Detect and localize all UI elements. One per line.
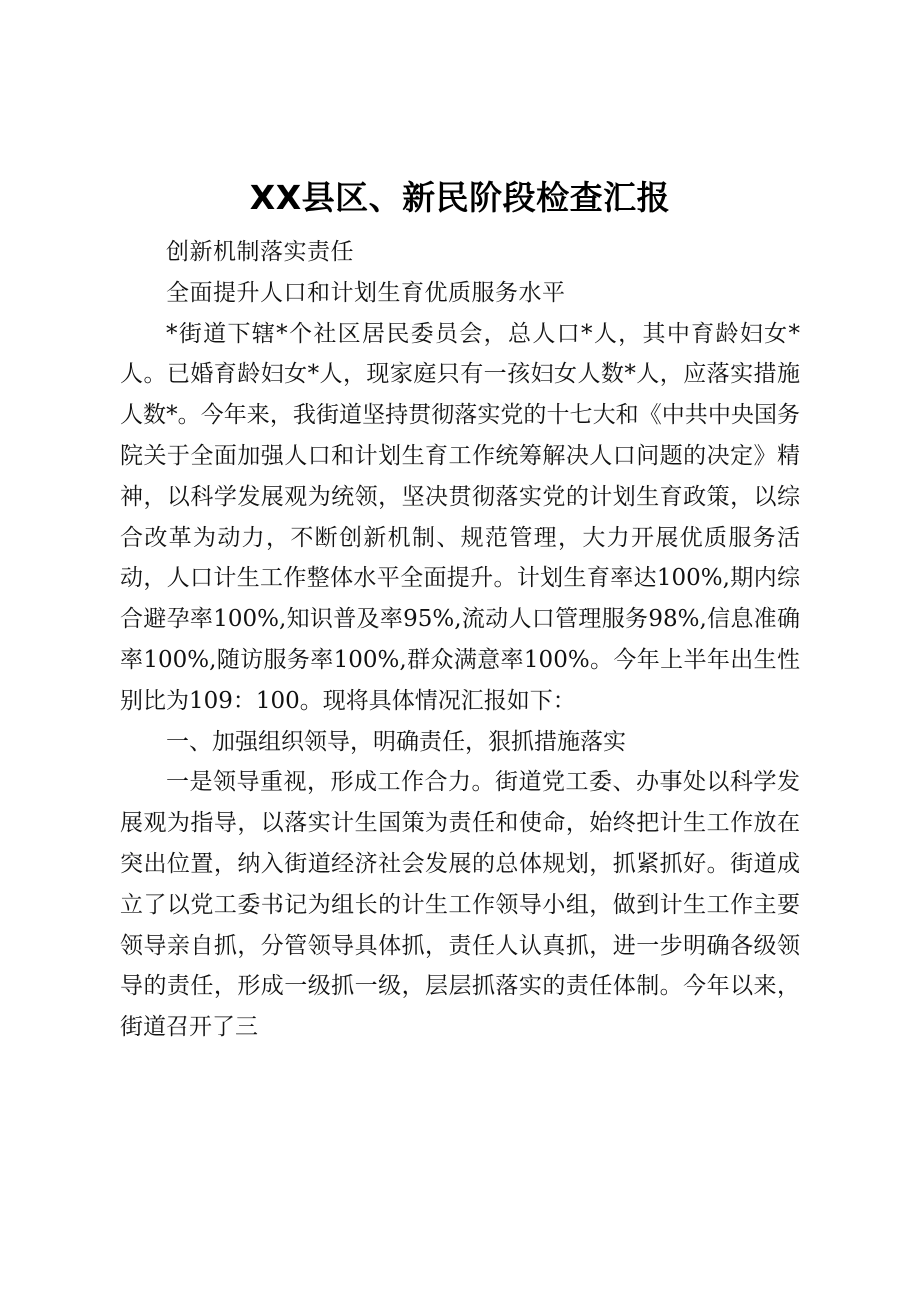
section-heading-one: 一、加强组织领导，明确责任，狠抓措施落实 bbox=[166, 728, 626, 755]
document-body bbox=[120, 232, 800, 1048]
paragraph-overview: *街道下辖*个社区居民委员会，总人口*人，其中育龄妇女*人。已婚育龄妇女*人，现家庭只有一孩妇女人数*人，应落实措施人数*。今年来，我街道坚持贯彻落实党的十七大和《中共中央国务院关于全面加强人口和计划生育工作统筹解决人口问题的决定》精神，以科学发展观为统领，坚决贯彻落实党的计划生育政策，以综合改革为动力，不断创新机制、规范管理，大力开展优质服务活动，人口计生工作整体水平全面提升。计划生育率达100%,期内综合避孕率100%,知识普及率95%,流动人口管理服务98%,信息准确率100%,随访服务率100%,群众满意率100%。今年上半年出生性别比为109：100。现将具体情况汇报如下： bbox=[120, 320, 800, 714]
paragraph-leadership: 一是领导重视，形成工作合力。街道党工委、办事处以科学发展观为指导，以落实计生国策为责任和使命，始终把计生工作放在突出位置，纳入街道经济社会发展的总体规划，抓紧抓好。街道成立了以党工委书记为组长的计生工作领导小组，做到计生工作主要领导亲自抓，分管领导具体抓，责任人认真抓，进一步明确各级领导的责任，形成一级抓一级，层层抓落实的责任体制。今年以来，街道召开了三 bbox=[120, 769, 800, 1041]
document-title: XX县区、新民阶段检查汇报 bbox=[249, 178, 671, 217]
subheading-service-level: 全面提升人口和计划生育优质服务水平 bbox=[166, 279, 566, 306]
subheading-mechanism: 创新机制落实责任 bbox=[166, 239, 354, 265]
